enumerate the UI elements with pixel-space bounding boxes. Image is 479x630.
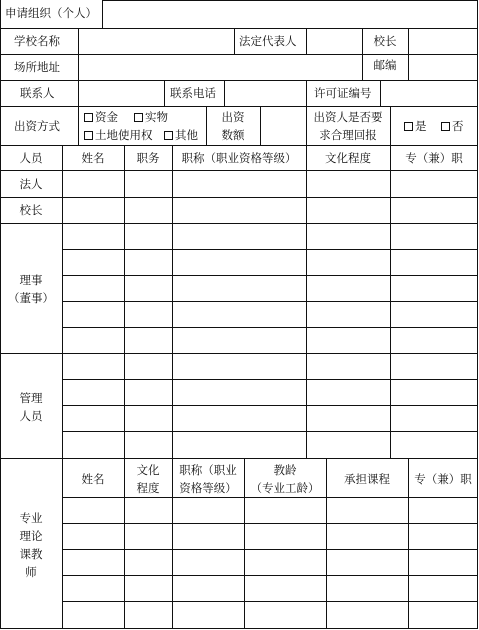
amount-label-line2: 数额 bbox=[221, 128, 245, 142]
return-label-line2: 求合理回报 bbox=[319, 128, 377, 142]
position-header: 职务 bbox=[136, 151, 160, 165]
teacher-age-header-line1: 教龄 bbox=[273, 463, 297, 477]
teachers-label-line4: 师 bbox=[25, 565, 37, 579]
return-label-line1: 出资人是否要 bbox=[313, 110, 383, 124]
applicant-label: 申请组织（个人） bbox=[5, 6, 97, 20]
contact-label: 联系人 bbox=[20, 86, 55, 100]
school-name-label: 学校名称 bbox=[14, 34, 60, 48]
name-header: 姓名 bbox=[81, 151, 105, 165]
option-goods[interactable]: 实物 bbox=[134, 110, 168, 124]
teacher-title-header-line1: 职称（职业 bbox=[179, 463, 237, 477]
personnel-header: 人员 bbox=[19, 151, 43, 165]
fulltime-header: 专（兼）职 bbox=[405, 151, 463, 165]
checkbox-icon bbox=[84, 113, 93, 122]
teacher-edu-header-line1: 文化 bbox=[136, 463, 160, 477]
checkbox-icon bbox=[441, 122, 450, 131]
option-no[interactable]: 否 bbox=[441, 119, 464, 133]
checkbox-icon bbox=[84, 131, 93, 140]
checkbox-icon bbox=[404, 122, 413, 131]
teacher-title-header-line2: 资格等级） bbox=[179, 481, 237, 495]
teacher-course-header: 承担课程 bbox=[344, 472, 390, 486]
postcode-label: 邮编 bbox=[373, 58, 397, 72]
teacher-fulltime-header: 专（兼）职 bbox=[414, 472, 472, 486]
option-land-use[interactable]: 土地使用权 bbox=[84, 128, 153, 142]
option-cash[interactable]: 资金 bbox=[84, 110, 118, 124]
amount-label-line1: 出资 bbox=[221, 110, 245, 124]
legal-person-label: 法人 bbox=[19, 177, 43, 191]
directors-label-line1: 理事 bbox=[19, 273, 43, 287]
principal-label: 校长 bbox=[373, 34, 397, 48]
managers-label-line2: 人员 bbox=[19, 409, 43, 423]
teachers-label-line3: 课教 bbox=[19, 547, 43, 561]
option-other[interactable]: 其他 bbox=[164, 128, 198, 142]
teachers-label-line1: 专业 bbox=[19, 511, 43, 525]
personnel-principal-label: 校长 bbox=[19, 203, 43, 217]
option-yes[interactable]: 是 bbox=[404, 119, 427, 133]
checkbox-icon bbox=[134, 113, 143, 122]
teacher-name-header: 姓名 bbox=[81, 472, 105, 486]
teacher-age-header-line2: （专业工龄） bbox=[250, 481, 320, 495]
title-header: 职称（职业资格等级） bbox=[181, 151, 297, 165]
investment-method-label: 出资方式 bbox=[14, 119, 60, 133]
license-label: 许可证编号 bbox=[314, 86, 372, 100]
education-header: 文化程度 bbox=[325, 151, 371, 165]
teacher-edu-header-line2: 程度 bbox=[136, 481, 160, 495]
managers-label-line1: 管理 bbox=[19, 391, 43, 405]
phone-label: 联系电话 bbox=[170, 86, 216, 100]
directors-label-line2: （董事） bbox=[8, 291, 54, 305]
checkbox-icon bbox=[164, 131, 173, 140]
address-label: 场所地址 bbox=[14, 60, 60, 74]
legal-rep-label: 法定代表人 bbox=[239, 34, 297, 48]
teachers-label-line2: 理论 bbox=[19, 529, 43, 543]
